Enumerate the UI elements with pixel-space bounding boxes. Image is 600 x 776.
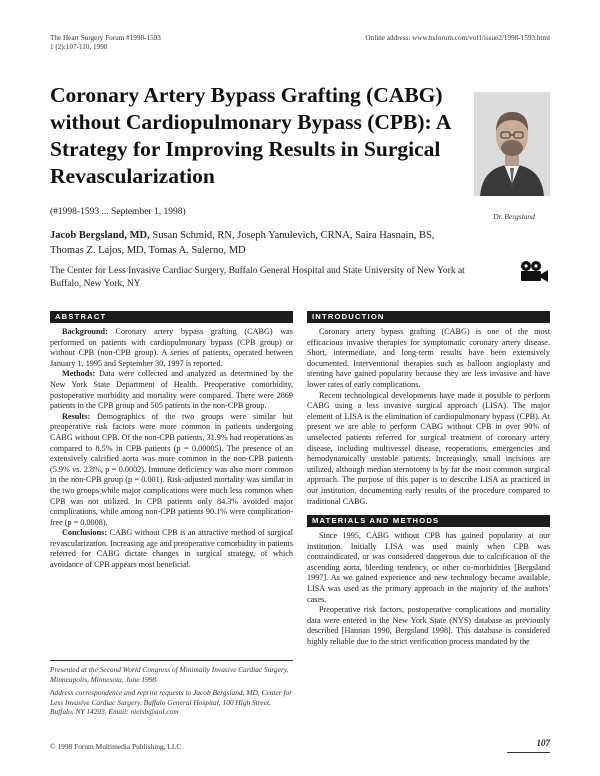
background-label: Background: [62, 327, 108, 336]
body-column [307, 311, 550, 648]
page-number: 107 [536, 738, 550, 748]
materials-paragraph: Preoperative risk factors, postoperative complications and mortality data were entered in the New York State (NYS) database as previously described [Hannan 1990, Bergsland 1998]. This database is considered highly reliable due to the strict verification process mandated by the [307, 605, 550, 647]
page-number-rule [507, 752, 550, 753]
copyright: © 1998 Forum Multimedia Publishing, LLC [50, 742, 182, 751]
results-label: Results: [62, 411, 91, 421]
author-photo [474, 92, 550, 196]
abstract-column [50, 311, 293, 571]
materials-paragraph: Since 1995, CABG without CPB has gained popularity at our institution. Initially LISA was used mainly when CPB was contraindicated, or was considered dangerous due to calcification of the ascending aorta, bleeding tendency, or other co-morbidities [Bergsland 1997]. As we gained experience and new technology became available, LISA was used as the primary approach in the majority of the authors' cases. [307, 531, 550, 604]
online-address[interactable]: Online address: www.hsforum.com/vol1/issue2/1998-1593.html [365, 34, 550, 42]
article-title: Coronary Artery Bypass Grafting (CABG) without Cardiopulmonary Bypass (CPB): A Strategy for Improving Results in Surgical Revascularization [50, 83, 451, 188]
abstract-conclusions: Conclusions: CABG without CPB is an attractive method of surgical revascularization. Increasing age and preoperative comorbidity in patients referred for CABG dictate changes in surgical strategy, of which avoidance of CPB appears most beneficial. [50, 528, 293, 570]
affiliation: The Center for Less Invasive Cardiac Surgery, Buffalo General Hospital and State University of New York at Buffalo, New York, NY [50, 266, 465, 289]
abstract-methods: Methods: Data were collected and analyzed as determined by the New York State Department of Health. Preoperative comorbidity, postoperative morbidity and mortality were compared. There were 2869 patients in the CPB group and 505 patients in the non-CPB group. [50, 369, 293, 411]
footnote-divider [50, 660, 293, 661]
journal-name: The Heart Surgery Forum #1998-1593 [50, 34, 161, 42]
introduction-paragraph: Coronary artery bypass grafting (CABG) is one of the most efficacious invasive therapies for symptomatic coronary artery disease. Short, intermediate, and long-term results have been extensively documented. Interventional therapies such as balloon angioplasty and stenting have gained popularity because they are less invasive and have lower rates of early complications. [307, 327, 550, 389]
introduction-heading: INTRODUCTION [307, 311, 550, 323]
conclusions-label: Conclusions: [62, 528, 108, 538]
publication-info: (#1998-1593 ... September 1, 1998) [50, 207, 186, 217]
abstract-results: Results: Demographics of the two groups were similar but preoperative risk factors were more common in patients undergoing CABG without CPB. Of the non-CPB patients, 31.9% had reoperations as compared to 8.5% in CPB patients (p = 0.00005). The presence of an extensively calcified aorta was more common in the non-CPB patients (5.9% vs. 2.8%, p = 0.0002). Immune deficiency was also more common in the non-CPB group (p = 0.001). Risk-adjusted mortality was similar in the two groups while major complications were much less common when CPB was not utilized. In CPB patients only 84.3% avoided major complications, while among non-CPB patients 90.1% were complication-free (p = 0.0008). [50, 411, 293, 527]
author-list [50, 228, 470, 258]
co-authors: Susan Schmid, RN, Joseph Yanulevich, CRNA, Saira Hasnain, BS, Thomas Z. Lajos, MD, Tomas A. Salerno, MD [50, 230, 435, 256]
photo-caption: Dr. Bergsland [493, 212, 535, 221]
presented-note: Presented at the Second World Congress of Minimally Invasive Cardiac Surgery, Minneapolis, Minnesota, June 1998. [50, 665, 289, 684]
introduction-paragraph: Recent technological developments have made it possible to perform CABG using a less invasive surgical approach (LISA). The major element of LISA is the elimination of cardiopulmonary bypass (CPB). At present we are able to perform CABG without CPB in over 90% of unselected patients referred for surgical treatment of coronary artery disease, including multivessel disease, reoperations, emergencies and hemodynamically unstable patients. Increasingly, small incisions are utilized, although median sternotomy is by far the most common surgical approach. The purpose of this paper is to describe LISA as practiced in our institution, documenting early results of the procedure compared to traditional CABG. [307, 390, 550, 506]
footnotes [50, 660, 293, 721]
correspondence-note: Address correspondence and reprint requests to Jacob Bergsland, MD, Center for Less Invasive Cardiac Surgery, Buffalo General Hospital, 100 High Street, Buffalo, NY 14203, Email: nielsb@aol.com [50, 688, 293, 717]
lead-author: Jacob Bergsland, MD, [50, 230, 150, 241]
methods-label: Methods: [62, 369, 96, 379]
abstract-background: Background: Coronary artery bypass grafting (CABG) was performed on patients with cardiopulmonary bypass (CPB group) or without CPB (non-CPB group). A series of patients, operated between January 1, 1995 and September 30, 1997 is reported. [50, 327, 293, 368]
volume-info: 1 (2):107-110, 1998 [50, 43, 108, 51]
running-header [50, 34, 161, 52]
video-camera-icon[interactable] [516, 260, 550, 284]
materials-heading: MATERIALS AND METHODS [307, 515, 550, 527]
abstract-heading: ABSTRACT [50, 311, 293, 323]
